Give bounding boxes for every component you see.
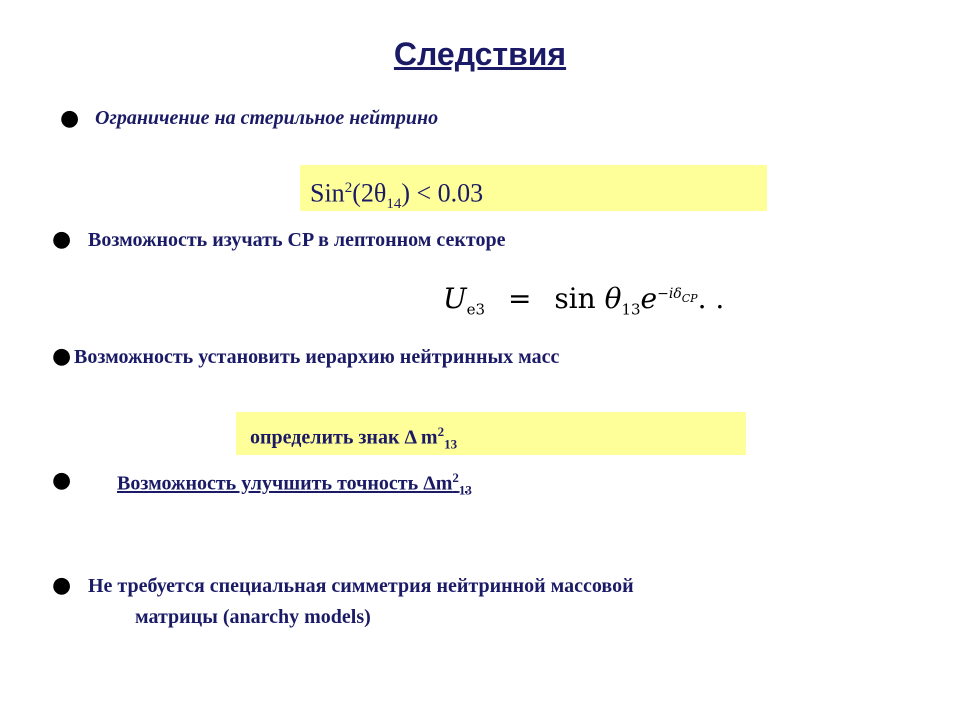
ue3-lhs: U	[443, 282, 467, 315]
item-sterile-neutrino: Ограничение на стерильное нейтрино	[95, 107, 439, 129]
ue3-formula	[443, 282, 724, 322]
bullet-icon: ●	[60, 106, 80, 131]
item-cp-lepton-sector: Возможность изучать CP в лептонном секторе	[88, 229, 506, 251]
item-no-symmetry-line2: матрицы (anarchy models)	[135, 606, 371, 628]
ue3-e: e	[640, 282, 658, 315]
formula-sup: 2	[344, 180, 353, 196]
formula-mid: (2θ	[352, 178, 387, 208]
bullet-icon: ●	[52, 227, 72, 252]
ue3-theta: θ	[604, 282, 622, 315]
bullet-icon: ●	[52, 573, 72, 598]
ue3-dots: . .	[697, 282, 725, 315]
sin-theta14-formula-box	[300, 165, 767, 211]
bullet-icon: ●	[52, 468, 72, 493]
slide-title: Следствия	[393, 36, 567, 72]
ue3-exp: −iδ	[657, 285, 682, 302]
bullet-icon: ●	[52, 344, 72, 369]
ue3-theta-sub: 13	[621, 300, 641, 319]
item-improve-precision	[117, 470, 472, 499]
formula-sub: 14	[386, 195, 402, 212]
sign-box-sub: 13	[444, 436, 458, 452]
formula-prefix: Sin	[310, 178, 345, 208]
ue3-lhs-sub: e3	[466, 300, 486, 319]
sign-box-sup: 2	[437, 424, 445, 439]
sign-box-text: определить знак Δ m	[250, 426, 438, 449]
ue3-exp-sub: CP	[681, 291, 698, 305]
item-improve-precision-text: Возможность улучшить точность Δm	[117, 472, 453, 495]
delta-m-sign-box	[236, 412, 746, 455]
ue3-equals: =	[507, 282, 532, 315]
item-mass-hierarchy: Возможность установить иерархию нейтринных масс	[74, 346, 560, 368]
item-no-symmetry-line1: Не требуется специальная симметрия нейтринной массовой	[88, 575, 634, 597]
item-improve-sup: 2	[452, 470, 459, 485]
formula-suffix: ) < 0.03	[401, 178, 484, 208]
item-improve-sub: 13	[458, 482, 472, 498]
ue3-sin: sin	[554, 282, 596, 315]
